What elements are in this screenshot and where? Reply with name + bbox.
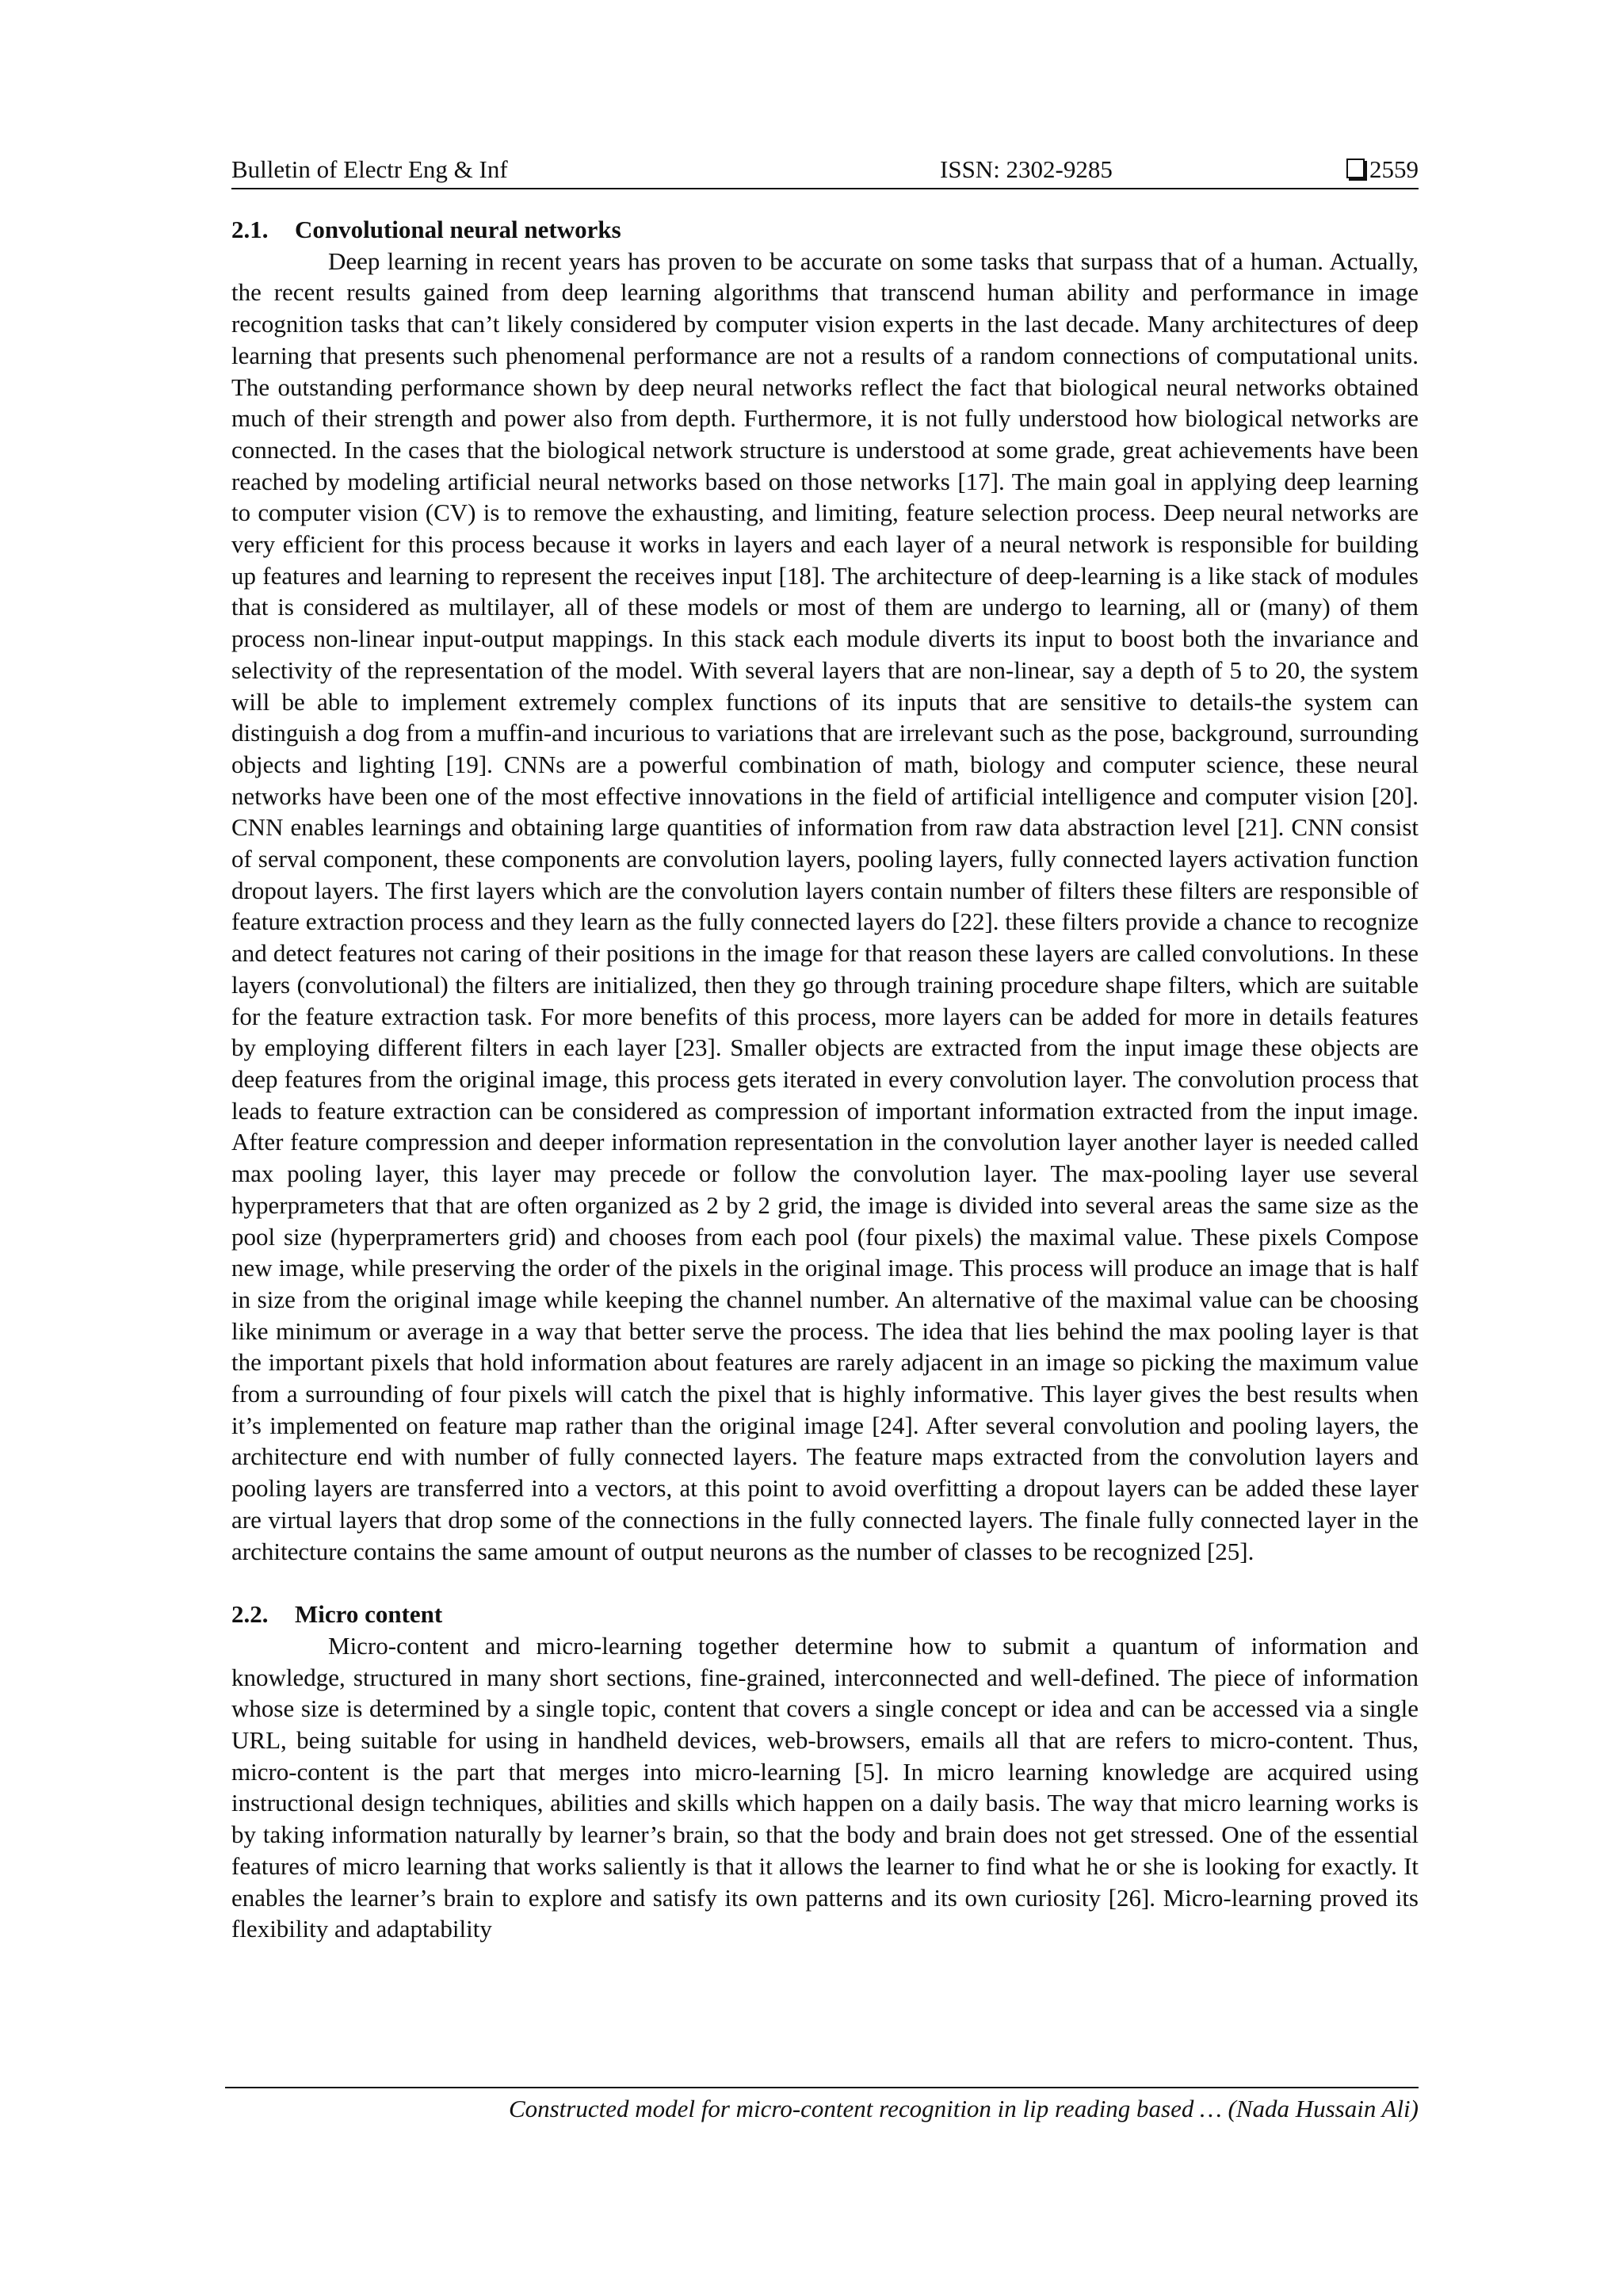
section-title: Convolutional neural networks: [295, 216, 621, 243]
page-number-value: 2559: [1369, 155, 1419, 183]
section-cnn: [231, 214, 1419, 1567]
journal-name: Bulletin of Electr Eng & Inf: [231, 155, 508, 183]
box-icon: [1346, 159, 1365, 178]
section-title: Micro content: [295, 1600, 443, 1629]
section-paragraph: Micro-content and micro-learning together determine how to submit a quantum of information and knowledge, structured in many short sections, fine-grained, interconnected and well-defined. The piece of information whose size is determined by a single topic, content that covers a single concept or idea and can be accessed via a single URL, being suitable for using in handheld devices, web-browsers, emails all that are refers to micro-content. Thus, micro-content is the part that merges into micro-learning [5]. In micro learning knowledge are acquired using instructional design techniques, abilities and skills which happen on a daily basis. The way that micro learning works is by taking information naturally by learner’s brain, so that the body and brain does not get stressed. One of the essential features of micro learning that works saliently is that it allows the learner to find what he or she is looking for exactly. It enables the learner’s brain to explore and satisfy its own patterns and its own curiosity [26]. Micro-learning proved its flexibility and adaptability: [231, 1631, 1419, 1943]
body-content: [231, 214, 1419, 1945]
section-micro-content: [231, 1599, 1419, 1945]
section-paragraph: Deep learning in recent years has proven to be accurate on some tasks that surpass that of a human. Actually, the recent results gained from deep learning algorithms that transcend human ability and performance in image recognition tasks that can’t likely considered by computer vision experts in the last decade. Many architectures of deep learning that presents such phenomenal performance are not a results of a random connections of computational units. The outstanding performance shown by deep neural networks reflect the fact that biological neural networks obtained much of their strength and power also from depth. Furthermore, it is not fully understood how biological networks are connected. In the cases that the biological network structure is understood at some grade, great achievements have been reached by modeling artificial neural networks based on those networks [17]. The main goal in applying deep learning to computer vision (CV) is to remove the exhausting, and limiting, feature selection process. Deep neural networks are very efficient for this process because it works in layers and each layer of a neural network is responsible for building up features and learning to represent the receives input [18]. The architecture of deep-learning is a like stack of modules that is considered as multilayer, all of these models or most of them are undergo to learning, all or (many) of them process non-linear input-output mappings. In this stack each module diverts its input to boost both the invariance and selectivity of the representation of the model. With several layers that are non-linear, say a depth of 5 to 20, the system will be able to implement extremely complex functions of its inputs that are sensitive to details-the system can distinguish a dog from a muffin-and incurious to variations that are irrelevant such as the pose, background, surrounding objects and lighting [19]. CNNs are a powerful combination of math, biology and computer science, these neural networks have been one of the most effective innovations in the field of artificial intelligence and computer vision [20]. CNN enables learnings and obtaining large quantities of information from raw data abstraction level [21]. CNN consist of serval component, these components are convolution layers, pooling layers, fully connected layers activation function dropout layers. The first layers which are the convolution layers contain number of filters these filters are responsible of feature extraction process and they learn as the fully connected layers do [22]. these filters provide a chance to recognize and detect features not caring of their positions in the image for that reason these layers are called convolutions. In these layers (convolutional) the filters are initialized, then they go through training procedure shape filters, which are suitable for the feature extraction task. For more benefits of this process, more layers can be added for more in details features by employing different filters in each layer [23]. Smaller objects are extracted from the input image these objects are deep features from the original image, this process gets iterated in every convolution layer. The convolution process that leads to feature extraction can be considered as compression of important information extracted from the input image. After feature compression and deeper information representation in the convolution layer another layer is needed called max pooling layer, this layer may precede or follow the convolution layer. The max-pooling layer use several hyperprameters that that are often organized as 2 by 2 grid, the image is divided into several areas the same size as the pool size (hyperpramerters grid) and chooses from each pool (four pixels) the maximal value. These pixels Compose new image, while preserving the order of the pixels in the original image. This process will produce an image that is half in size from the original image while keeping the channel number. An alternative of the maximal value can be choosing like minimum or average in a way that better serve the process. The idea that lies behind the max pooling layer is that the important pixels that hold information about features are rarely adjacent in an image so picking the maximum value from a surrounding of four pixels will catch the pixel that is highly informative. This layer gives the best results when it’s implemented on feature map rather than the original image [24]. After several convolution and pooling layers, the architecture end with number of fully connected layers. The feature maps extracted from the convolution layers and pooling layers are transferred into a vectors, at this point to avoid overfitting a dropout layers can be added these layer are virtual layers that drop some of the connections in the fully connected layers. The finale fully connected layer in the architecture contains the same amount of output neurons as the number of classes to be recognized [25].: [231, 246, 1419, 1565]
footer-rule: [225, 2087, 1419, 2088]
running-title: Constructed model for micro-content recognition in lip reading based … (Nada Hussain Ali): [508, 2095, 1419, 2122]
section-heading: [231, 214, 1419, 246]
section-heading: [231, 1599, 1419, 1630]
section-number: 2.1.: [231, 216, 269, 243]
section-number: 2.2.: [231, 1600, 269, 1629]
issn: ISSN: 2302-9285: [940, 155, 1113, 183]
page-number: [1346, 151, 1419, 188]
page-header: [231, 151, 1419, 189]
